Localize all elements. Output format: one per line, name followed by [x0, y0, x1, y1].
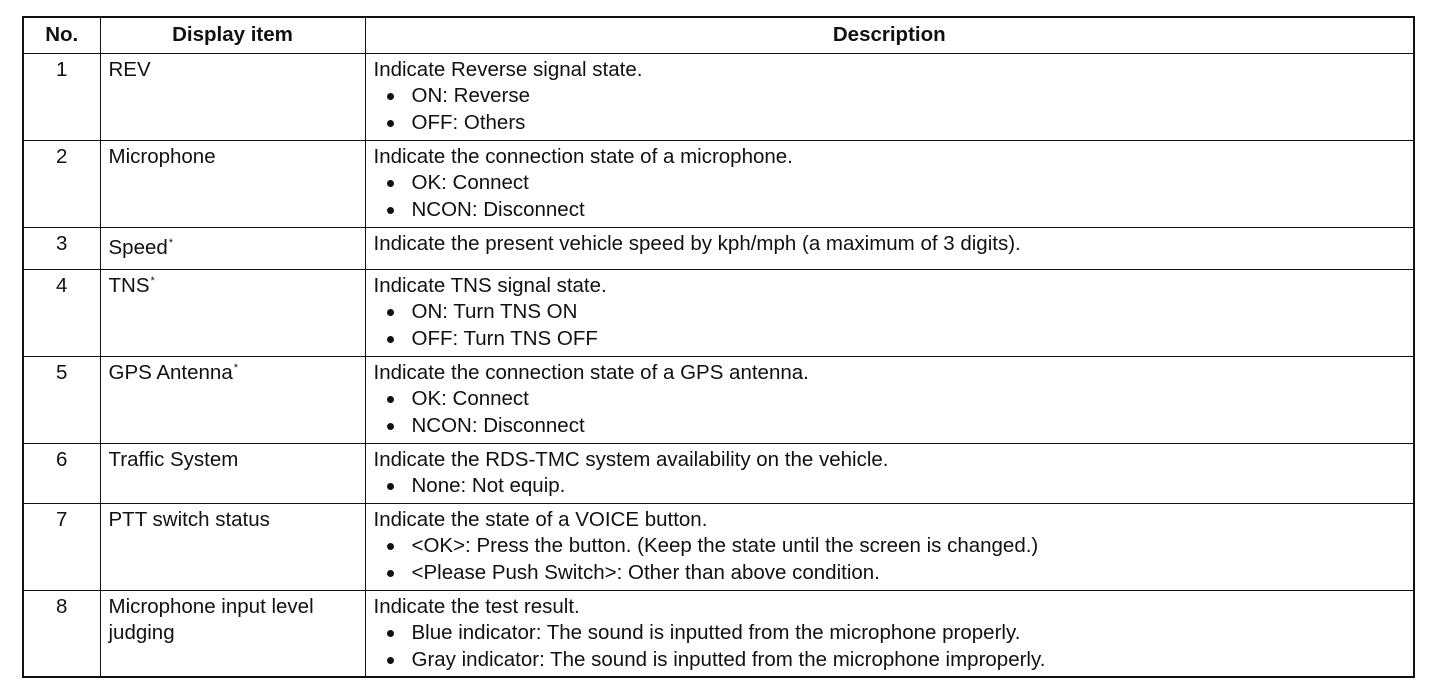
row-number: 3: [23, 227, 100, 269]
display-item-cell: [100, 356, 365, 443]
description-bullets: [374, 533, 1407, 586]
bullet-text: OFF: Others: [411, 110, 526, 134]
description-cell: [365, 140, 1414, 227]
bullet-text: NCON: Disconnect: [411, 413, 585, 437]
description-text: Indicate the state of a VOICE button.: [373, 507, 708, 531]
description-bullets: [374, 83, 1407, 136]
bullet-text: OK: Connect: [411, 171, 529, 194]
list-item: [374, 299, 1407, 326]
bullet-text: OK: Connect: [411, 387, 529, 410]
display-item-cell: [100, 443, 365, 503]
table-row: [23, 53, 1414, 140]
description-text: Indicate Reverse signal state.: [373, 57, 643, 81]
bullet-icon: [387, 309, 394, 316]
list-item: [374, 197, 1407, 224]
list-item: [374, 620, 1407, 647]
bullet-icon: [387, 570, 394, 577]
bullet-icon: [387, 396, 394, 403]
footnote-marker: *: [233, 361, 239, 374]
bullet-text: <Please Push Switch>: Other than above condition.: [411, 560, 880, 584]
display-item-cell: [100, 590, 365, 677]
display-item-label: Speed: [108, 235, 168, 259]
bullet-text: NCON: Disconnect: [411, 197, 585, 221]
list-item: [374, 473, 1407, 500]
table-row: [23, 443, 1414, 503]
row-number: 2: [23, 140, 100, 227]
display-item-cell: [100, 140, 365, 227]
description-text: Indicate the connection state of a microphone.: [373, 144, 793, 168]
row-number: 8: [23, 590, 100, 677]
table-row: [23, 356, 1414, 443]
footnote-marker: *: [150, 274, 155, 287]
bullet-icon: [387, 180, 394, 187]
display-item-label: TNS: [108, 273, 150, 297]
display-item-cell: [100, 227, 365, 269]
description-cell: [365, 53, 1414, 140]
bullet-text: ON: Reverse: [411, 84, 530, 107]
description-cell: [365, 590, 1414, 677]
bullet-icon: [387, 543, 394, 550]
footnote-marker: *: [168, 236, 174, 249]
table-row: [23, 140, 1414, 227]
description-cell: [365, 269, 1414, 356]
description-cell: [365, 443, 1414, 503]
row-number: 6: [23, 443, 100, 503]
description-bullets: [374, 170, 1407, 223]
bullet-icon: [387, 207, 394, 214]
bullet-text: Blue indicator: The sound is inputted from the microphone properly.: [411, 621, 1021, 644]
description-cell: [365, 227, 1414, 269]
list-item: [374, 533, 1407, 560]
bullet-text: ON: Turn TNS ON: [411, 300, 578, 323]
header-description: Description: [365, 17, 1414, 53]
display-item-cell: [100, 503, 365, 590]
description-bullets: [374, 299, 1407, 352]
table-row: [23, 227, 1414, 269]
header-no: No.: [23, 17, 100, 53]
table-row: [23, 590, 1414, 677]
header-display-item: Display item: [100, 17, 365, 53]
display-item-label: Microphone: [108, 144, 216, 168]
bullet-icon: [387, 423, 394, 430]
bullet-icon: [387, 336, 394, 343]
list-item: [374, 560, 1407, 587]
bullet-icon: [387, 657, 394, 664]
description-bullets: [374, 473, 1407, 500]
row-number: 1: [23, 53, 100, 140]
header-row: [23, 17, 1414, 53]
display-item-cell: [100, 53, 365, 140]
bullet-icon: [387, 483, 394, 490]
bullet-icon: [387, 120, 394, 127]
description-text: Indicate the RDS-TMC system availability on the vehicle.: [373, 447, 889, 471]
list-item: [374, 110, 1407, 137]
list-item: [374, 413, 1407, 440]
description-text: Indicate the test result.: [373, 594, 580, 618]
description-cell: [365, 356, 1414, 443]
description-text: Indicate the present vehicle speed by kph/mph (a maximum of 3 digits).: [373, 231, 1021, 255]
list-item: [374, 386, 1407, 413]
list-item: [374, 326, 1407, 353]
bullet-text: Gray indicator: The sound is inputted from the microphone improperly.: [411, 647, 1046, 671]
bullet-icon: [387, 630, 394, 637]
display-items-table: [22, 16, 1415, 678]
description-text: Indicate the connection state of a GPS antenna.: [373, 360, 809, 384]
bullet-icon: [387, 93, 394, 100]
display-item-label: REV: [108, 57, 151, 81]
display-item-label: GPS Antenna: [108, 360, 233, 384]
description-bullets: [374, 620, 1407, 673]
row-number: 7: [23, 503, 100, 590]
display-item-label: Microphone input level judging: [108, 594, 314, 644]
description-cell: [365, 503, 1414, 590]
table-row: [23, 503, 1414, 590]
display-item-label: PTT switch status: [108, 507, 270, 531]
list-item: [374, 83, 1407, 110]
display-item-cell: [100, 269, 365, 356]
row-number: 4: [23, 269, 100, 356]
display-item-label: Traffic System: [108, 447, 239, 471]
bullet-text: OFF: Turn TNS OFF: [411, 326, 598, 350]
bullet-text: <OK>: Press the button. (Keep the state until the screen is changed.): [411, 534, 1039, 557]
bullet-text: None: Not equip.: [411, 474, 566, 497]
list-item: [374, 170, 1407, 197]
description-text: Indicate TNS signal state.: [373, 273, 607, 297]
description-bullets: [374, 386, 1407, 439]
row-number: 5: [23, 356, 100, 443]
list-item: [374, 647, 1407, 674]
table-row: [23, 269, 1414, 356]
